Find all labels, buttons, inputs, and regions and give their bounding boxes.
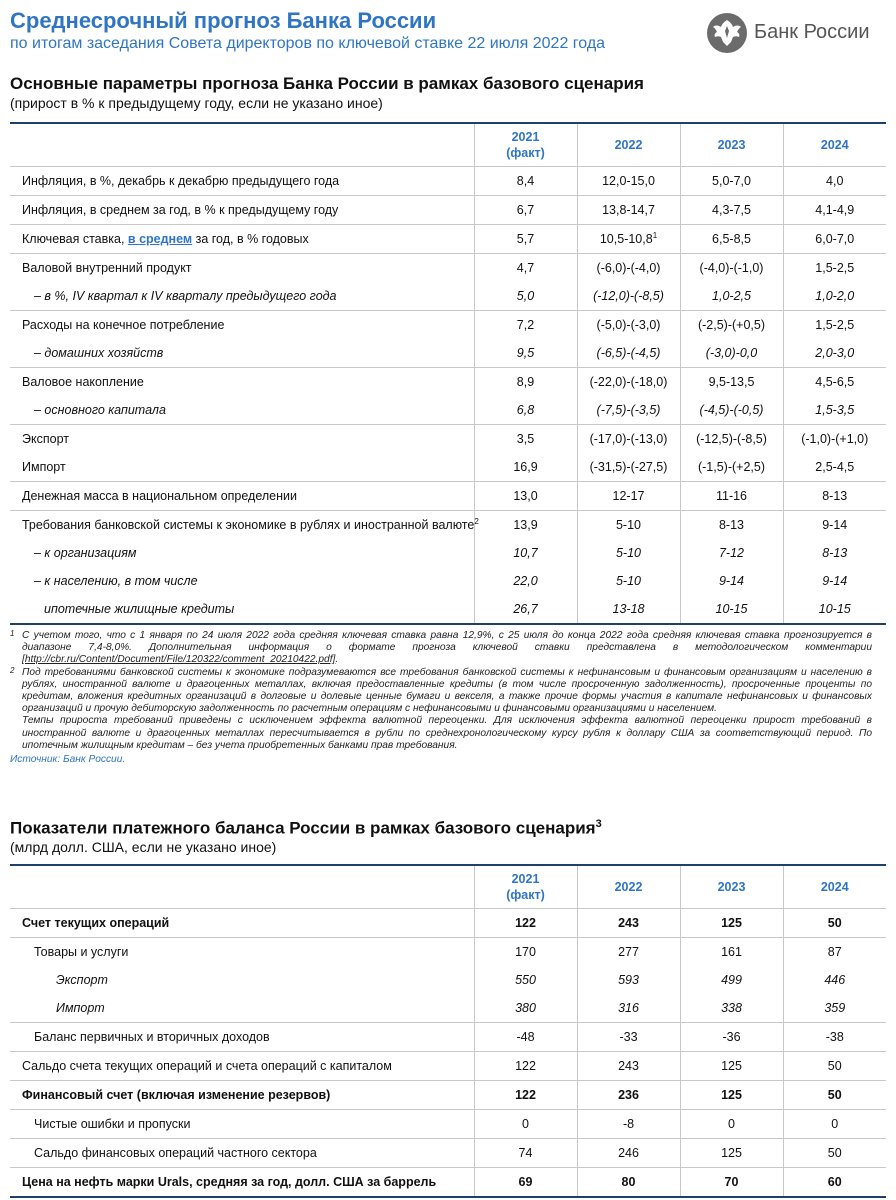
cell: -48	[474, 1023, 577, 1052]
logo-text: Банк России	[754, 21, 870, 43]
page-subtitle: по итогам заседания Совета директоров по ключевой ставке 22 июля 2022 года	[10, 35, 606, 52]
row-label: – основного капитала	[34, 403, 166, 417]
table-row	[10, 167, 886, 196]
table-row	[10, 1168, 886, 1198]
cell: 69	[474, 1168, 577, 1198]
col-2022: 2022	[577, 865, 680, 909]
table1-title: Основные параметры прогноза Банка России в рамках базового сценария	[10, 74, 644, 93]
cell: 8,9	[474, 368, 577, 397]
cell: 6,8	[474, 396, 577, 425]
cell: (-4,5)-(-0,5)	[680, 396, 783, 425]
cell: 70	[680, 1168, 783, 1198]
cell: 7-12	[680, 539, 783, 567]
average-link[interactable]: в среднем	[127, 232, 193, 246]
methodology-link[interactable]: [http://cbr.ru/Content/Document/File/120322/comment_20210422.pdf]	[22, 654, 336, 666]
cell: 8,4	[474, 167, 577, 196]
cell: 359	[783, 994, 886, 1023]
table-row	[10, 311, 886, 340]
cell: 2,0-3,0	[783, 339, 886, 368]
cell: 2,5-4,5	[783, 453, 886, 482]
cell: 6,7	[474, 196, 577, 225]
cell: 74	[474, 1139, 577, 1168]
cell: 0	[680, 1110, 783, 1139]
cell: (-1,5)-(+2,5)	[680, 453, 783, 482]
cell: 13,9	[474, 511, 577, 540]
row-label: Валовой внутренний продукт	[10, 254, 474, 283]
row-label: Расходы на конечное потребление	[10, 311, 474, 340]
cell: 4,5-6,5	[783, 368, 886, 397]
cell: 122	[474, 1081, 577, 1110]
cell: 3,5	[474, 425, 577, 454]
table-row	[10, 909, 886, 938]
cell: 161	[680, 938, 783, 967]
footnote-2: 2 Под требованиями банковской системы к экономике подразумеваются все требования банковской системы к нефинансовым и финансовым организациям и населению в рублях, иностранной валюте и драгоценных металлах, включая предоставленные кредиты (в том числе просроченную задолженность), просроченные проценты по кредитам, вложения кредитных организаций в долговые и долевые ценные бумаги и векселя, а также прочие формы участия в капитале нефинансовых и финансовых организаций и прочую дебиторскую задолженность по расчетным операциям с нефинансовыми и финансовыми организациями и населением.	[10, 665, 872, 715]
table-row	[10, 339, 886, 368]
footnote-2-continued: Темпы прироста требований приведены с исключением эффекта валютной переоценки. Для исключения эффекта валютной переоценки прирост требований в иностранной валюте и драгоценных металлах пересчитывается в рубли по среднехронологическому курсу рубля к доллару США за соответствующий период. По ипотечным жилищным кредитам – без учета приобретенных банками прав требования.	[22, 715, 872, 751]
cell: 26,7	[474, 595, 577, 624]
cell: 243	[577, 909, 680, 938]
table-row	[10, 368, 886, 397]
cell: 170	[474, 938, 577, 967]
cell: 5,7	[474, 225, 577, 254]
table-row	[10, 567, 886, 595]
row-label: Импорт	[56, 1001, 105, 1015]
cell: 5-10	[577, 539, 680, 567]
col-2024: 2024	[783, 865, 886, 909]
table-row	[10, 1139, 886, 1168]
cell: 277	[577, 938, 680, 967]
col-2023: 2023	[680, 123, 783, 167]
cell: 8-13	[783, 482, 886, 511]
cell: 7,2	[474, 311, 577, 340]
cell: (-12,0)-(-8,5)	[577, 282, 680, 311]
table-row	[10, 282, 886, 311]
cell: 6,5-8,5	[680, 225, 783, 254]
cell: 1,0-2,5	[680, 282, 783, 311]
cell: 50	[783, 1139, 886, 1168]
table-row	[10, 482, 886, 511]
cell: (-3,0)-0,0	[680, 339, 783, 368]
table-row	[10, 453, 886, 482]
cell: 6,0-7,0	[783, 225, 886, 254]
footnotes	[10, 630, 872, 766]
row-label: Инфляция, в %, декабрь к декабрю предыдущего года	[22, 174, 340, 188]
footnote-1: 1 С учетом того, что с 1 января по 24 июля 2022 года средняя ключевая ставка равна 12,9%, с 25 июля до конца 2022 года средняя ключевая ставка прогнозируется в диапазоне 7,4-8,0%. Дополнительная информация о формате прогноза ключевой ставки представлена в методологическом комментарии [http://cbr.ru/Content/Document/File/120322/comment_20210422.pdf].	[10, 629, 872, 666]
cell: 4,0	[783, 167, 886, 196]
cell: 380	[474, 994, 577, 1023]
table-header	[10, 865, 886, 909]
cell: (-22,0)-(-18,0)	[577, 368, 680, 397]
cell: 243	[577, 1052, 680, 1081]
col-2021: 2021 (факт)	[474, 123, 577, 167]
cell: 22,0	[474, 567, 577, 595]
row-label: – к населению, в том числе	[34, 574, 198, 588]
table-row	[10, 1081, 886, 1110]
cell: 80	[577, 1168, 680, 1198]
cell: 13-18	[577, 595, 680, 624]
cell: (-12,5)-(-8,5)	[680, 425, 783, 454]
cell: 246	[577, 1139, 680, 1168]
balance-of-payments-table	[10, 864, 886, 1198]
cell: 87	[783, 938, 886, 967]
row-label: Экспорт	[10, 425, 474, 454]
table-row	[10, 196, 886, 225]
cell: (-5,0)-(-3,0)	[577, 311, 680, 340]
cell: 1,5-3,5	[783, 396, 886, 425]
row-label: Товары и услуги	[10, 938, 474, 967]
row-label: Сальдо финансовых операций частного сектора	[10, 1139, 474, 1168]
cell: 338	[680, 994, 783, 1023]
cell: 5-10	[577, 511, 680, 540]
cell: 5,0	[474, 282, 577, 311]
row-label: – к организациям	[34, 546, 137, 560]
cell: 11-16	[680, 482, 783, 511]
row-label-key-rate: Ключевая ставка, в среднем за год, в % годовых	[10, 225, 474, 254]
bank-logo[interactable]	[706, 12, 886, 54]
cell: 122	[474, 909, 577, 938]
cell: 13,8-14,7	[577, 196, 680, 225]
cell: 125	[680, 1052, 783, 1081]
row-label: Цена на нефть марки Urals, средняя за год, долл. США за баррель	[10, 1168, 474, 1198]
table-row	[10, 425, 886, 454]
row-label: Баланс первичных и вторичных доходов	[10, 1023, 474, 1052]
cell: 10-15	[680, 595, 783, 624]
table-row	[10, 1052, 886, 1081]
cell: 50	[783, 1052, 886, 1081]
cell: -8	[577, 1110, 680, 1139]
cell: 12-17	[577, 482, 680, 511]
cell: 9,5-13,5	[680, 368, 783, 397]
table-row	[10, 1023, 886, 1052]
cell: (-17,0)-(-13,0)	[577, 425, 680, 454]
cell: (-6,0)-(-4,0)	[577, 254, 680, 283]
cell: 8-13	[680, 511, 783, 540]
cell: -36	[680, 1023, 783, 1052]
row-label: ипотечные жилищные кредиты	[10, 595, 474, 624]
cell: (-2,5)-(+0,5)	[680, 311, 783, 340]
col-2024: 2024	[783, 123, 886, 167]
cell: (-6,5)-(-4,5)	[577, 339, 680, 368]
cell: 10,7	[474, 539, 577, 567]
cell: 9-14	[783, 567, 886, 595]
cell: (-7,5)-(-3,5)	[577, 396, 680, 425]
row-label: Импорт	[22, 460, 66, 474]
row-label: Чистые ошибки и пропуски	[10, 1110, 474, 1139]
cell: 16,9	[474, 453, 577, 482]
header-empty-cell	[10, 865, 474, 909]
forecast-parameters-table	[10, 122, 886, 625]
page-title: Среднесрочный прогноз Банка России	[10, 8, 437, 33]
cell: 0	[783, 1110, 886, 1139]
cell: 50	[783, 909, 886, 938]
cell: 9-14	[783, 511, 886, 540]
table-row	[10, 994, 886, 1023]
row-label: – в %, IV квартал к IV кварталу предыдущего года	[34, 289, 337, 303]
col-2022: 2022	[577, 123, 680, 167]
cell: 12,0-15,0	[577, 167, 680, 196]
col-2023: 2023	[680, 865, 783, 909]
cell: 122	[474, 1052, 577, 1081]
cell: 9,5	[474, 339, 577, 368]
cell: 499	[680, 966, 783, 994]
table-row	[10, 1110, 886, 1139]
cell: 4,3-7,5	[680, 196, 783, 225]
cell: 10,5-10,8$^1$	[577, 225, 680, 254]
cell: 1,0-2,0	[783, 282, 886, 311]
row-label: Финансовый счет (включая изменение резервов)	[10, 1081, 474, 1110]
cell: 236	[577, 1081, 680, 1110]
cell: 50	[783, 1081, 886, 1110]
row-label: Сальдо счета текущих операций и счета операций с капиталом	[10, 1052, 474, 1081]
cell: -33	[577, 1023, 680, 1052]
cell: 316	[577, 994, 680, 1023]
cell: 5-10	[577, 567, 680, 595]
table2-title: Показатели платежного баланса России в рамках базового сценария$^3$	[10, 818, 602, 838]
cell: 1,5-2,5	[783, 311, 886, 340]
cell: 593	[577, 966, 680, 994]
cell: 4,1-4,9	[783, 196, 886, 225]
row-label: Инфляция, в среднем за год, в % к предыдущему году	[10, 196, 474, 225]
source-note: Источник: Банк России.	[10, 754, 126, 766]
table-row	[10, 225, 886, 254]
cell: 10-15	[783, 595, 886, 624]
cell: 1,5-2,5	[783, 254, 886, 283]
cell: 9-14	[680, 567, 783, 595]
cell: 0	[474, 1110, 577, 1139]
table-row	[10, 595, 886, 624]
cell: 4,7	[474, 254, 577, 283]
table-row	[10, 511, 886, 540]
table-row	[10, 539, 886, 567]
cell: 125	[680, 1139, 783, 1168]
cell: (-4,0)-(-1,0)	[680, 254, 783, 283]
table-row	[10, 254, 886, 283]
cell: 60	[783, 1168, 886, 1198]
cell: (-1,0)-(+1,0)	[783, 425, 886, 454]
row-label: – домашних хозяйств	[34, 346, 164, 360]
row-label: Счет текущих операций	[22, 916, 170, 930]
table-header	[10, 123, 886, 167]
col-2021: 2021 (факт)	[474, 865, 577, 909]
row-label: Валовое накопление	[10, 368, 474, 397]
cell: 13,0	[474, 482, 577, 511]
table-row	[10, 396, 886, 425]
cell: 5,0-7,0	[680, 167, 783, 196]
table1-subtitle: (прирост в % к предыдущему году, если не указано иное)	[10, 95, 383, 111]
double-headed-eagle-icon	[706, 12, 748, 54]
cell: 125	[680, 1081, 783, 1110]
table-row	[10, 966, 886, 994]
cell: -38	[783, 1023, 886, 1052]
cell: 125	[680, 909, 783, 938]
row-label: Требования банковской системы к экономике в рублях и иностранной валюте$^2$	[10, 511, 474, 540]
cell: 8-13	[783, 539, 886, 567]
cell: (-31,5)-(-27,5)	[577, 453, 680, 482]
cell: 550	[474, 966, 577, 994]
table2-subtitle: (млрд долл. США, если не указано иное)	[10, 839, 277, 855]
row-label: Денежная масса в национальном определении	[10, 482, 474, 511]
header-empty-cell	[10, 123, 474, 167]
cell: 446	[783, 966, 886, 994]
row-label: Экспорт	[56, 973, 108, 987]
table-row	[10, 938, 886, 967]
